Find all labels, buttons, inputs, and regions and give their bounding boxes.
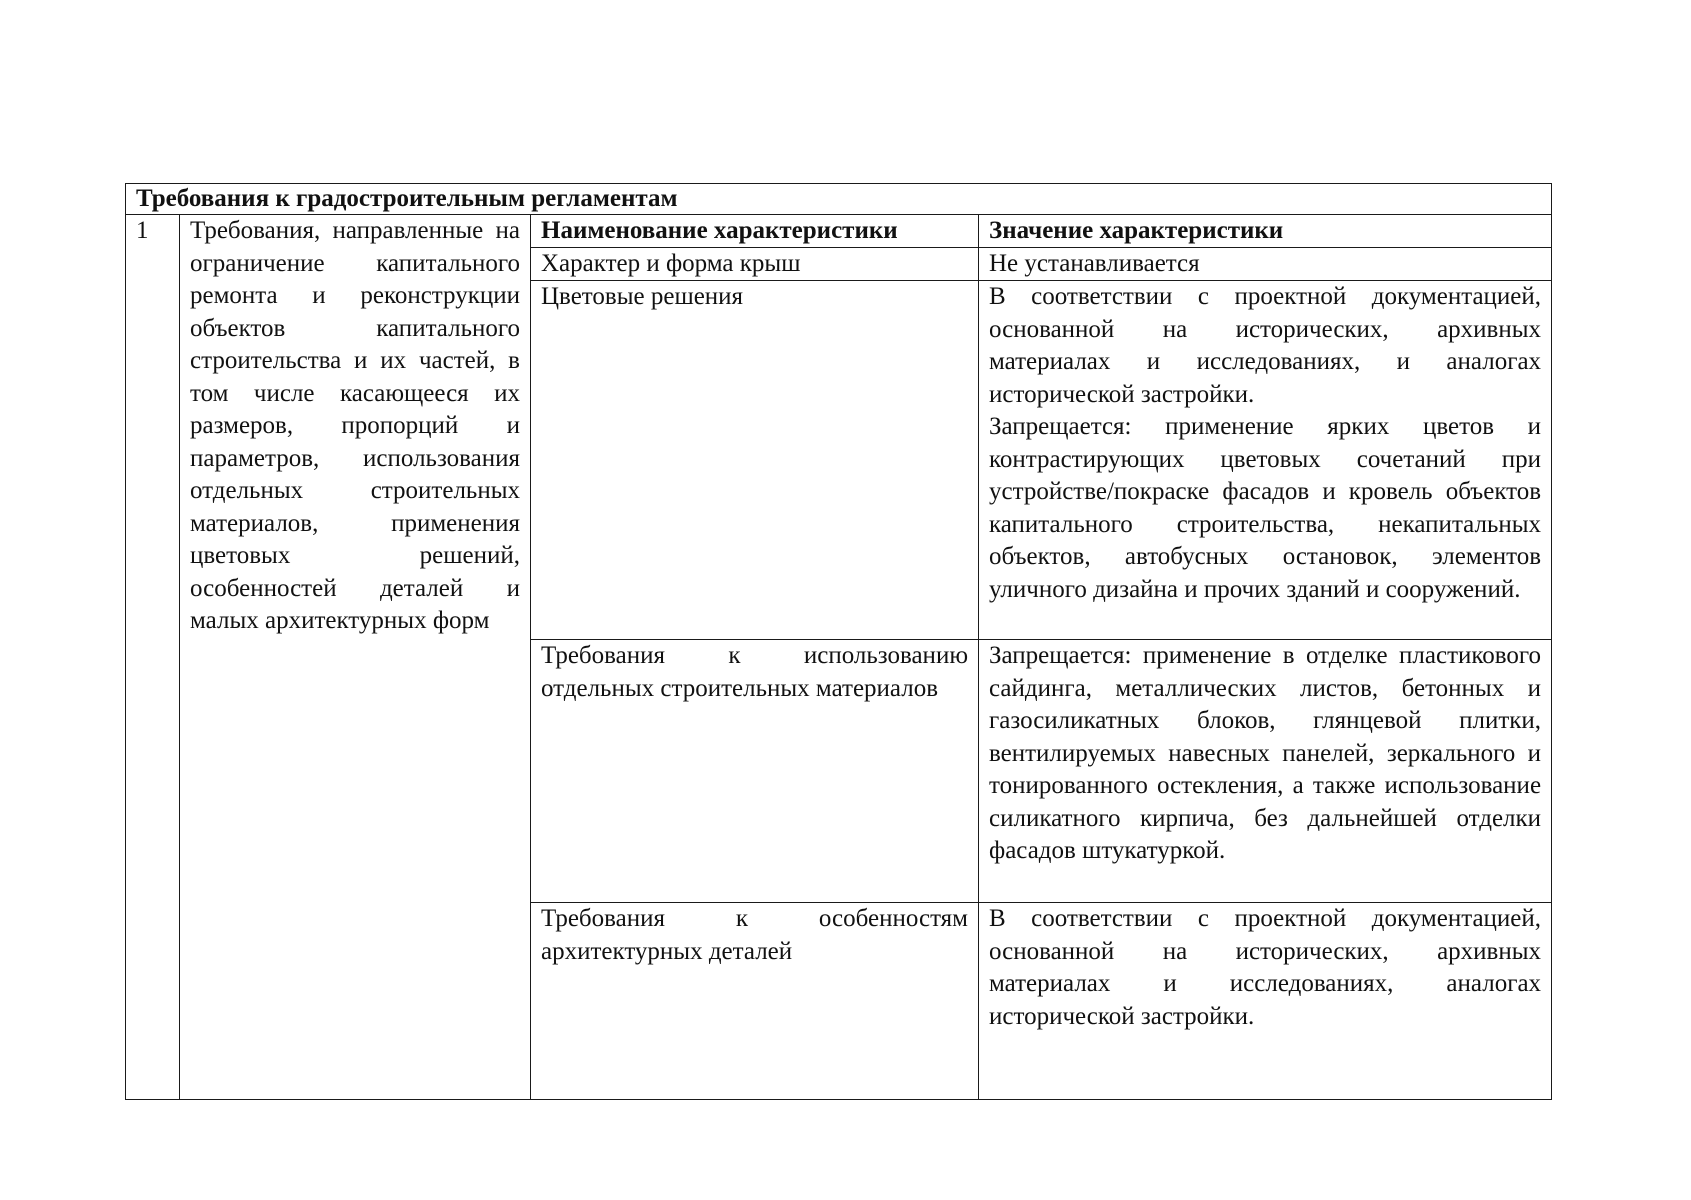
characteristic-name: Цветовые решения	[531, 281, 979, 640]
column-header-value: Значение характеристики	[979, 215, 1552, 248]
regulations-table	[125, 183, 1552, 1100]
characteristic-name: Требования к особенностям архитектурных деталей	[531, 903, 979, 1100]
characteristic-value	[979, 281, 1552, 640]
table-title: Требования к градостроительным регламентам	[126, 184, 1552, 215]
requirement-text: Требования, направленные на ограничение капитального ремонта и реконструкции объектов капитального строительства и их частей, в том числе касающееся их размеров, пропорций и параметров, использования отдельных строительных материалов, применения цветовых решений, особенностей деталей и малых архитектурных форм	[180, 215, 531, 1100]
table-header-row	[126, 215, 1552, 248]
characteristic-value: Запрещается: применение в отделке пластикового сайдинга, металлических листов, бетонных и газосиликатных блоков, глянцевой плитки, вентилируемых навесных панелей, зеркального и тонированного остекления, а также использование силикатного кирпича, без дальнейшей отделки фасадов штукатуркой.	[979, 640, 1552, 903]
value-paragraph: В соответствии с проектной документацией, основанной на исторических, архивных материалах и исследованиях, и аналогах исторической застройки.	[989, 283, 1542, 408]
characteristic-name: Требования к использованию отдельных строительных материалов	[531, 640, 979, 903]
characteristic-value: В соответствии с проектной документацией, основанной на исторических, архивных материалах и исследованиях, аналогах исторической застройки.	[979, 903, 1552, 1100]
table-title-row	[126, 184, 1552, 215]
column-header-name: Наименование характеристики	[531, 215, 979, 248]
characteristic-name: Характер и форма крыш	[531, 248, 979, 281]
value-paragraph: Запрещается: применение ярких цветов и контрастирующих цветовых сочетаний при устройстве/покраске фасадов и кровель объектов капитального строительства, некапитальных объектов, автобусных остановок, элементов уличного дизайна и прочих зданий и сооружений.	[989, 413, 1542, 603]
row-number: 1	[126, 215, 180, 1100]
characteristic-value: Не устанавливается	[979, 248, 1552, 281]
